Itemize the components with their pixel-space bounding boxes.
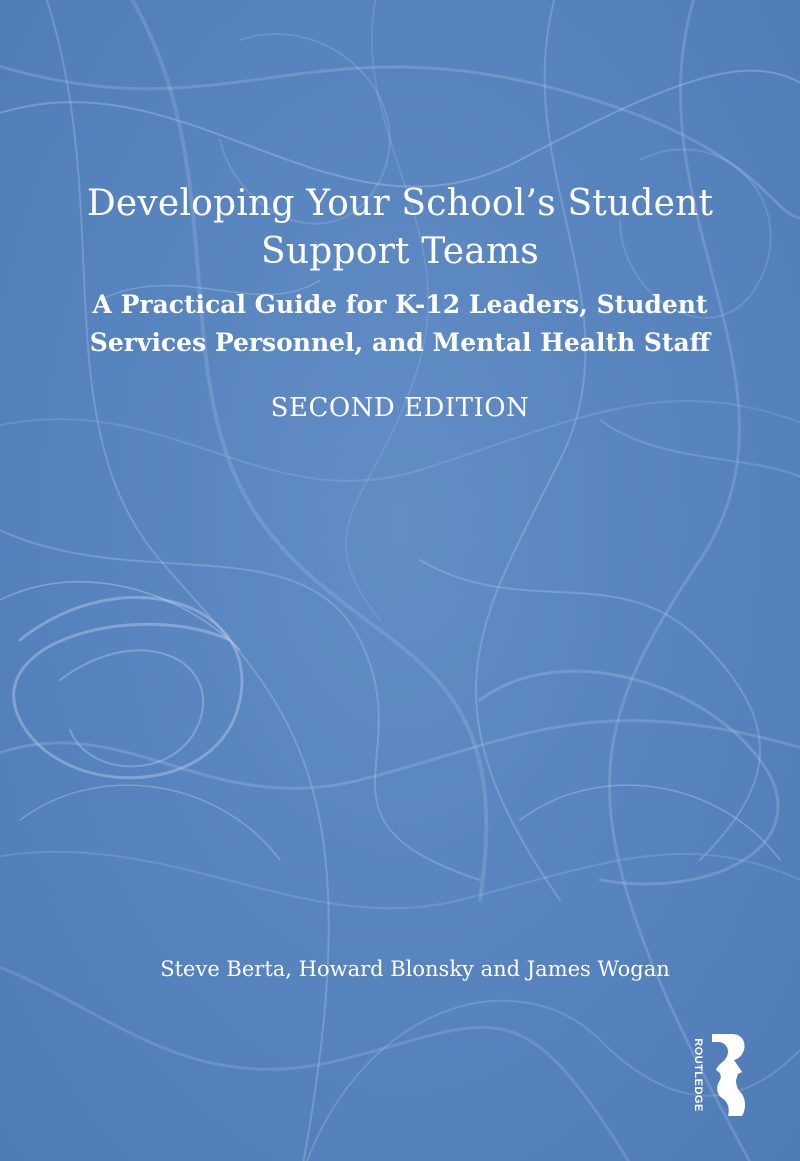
routledge-logo-wordmark [688,1030,708,1120]
routledge-logo [688,1030,752,1120]
book-subtitle-line: A Practical Guide for K-12 Leaders, Student [92,290,708,319]
book-title-line: Developing Your School’s Student [86,183,714,224]
book-subtitle-line: Services Personnel, and Mental Health Staff [89,328,711,357]
book-title-line: Support Teams [261,231,539,272]
routledge-logo-text: ROUTLEDGE [692,1038,704,1112]
edition-label: SECOND EDITION [270,393,530,423]
book-title [40,180,760,276]
book-subtitle [40,286,760,362]
routledge-profile-icon [708,1032,748,1118]
author-names: Steve Berta, Howard Blonsky and James Wogan [160,957,670,981]
